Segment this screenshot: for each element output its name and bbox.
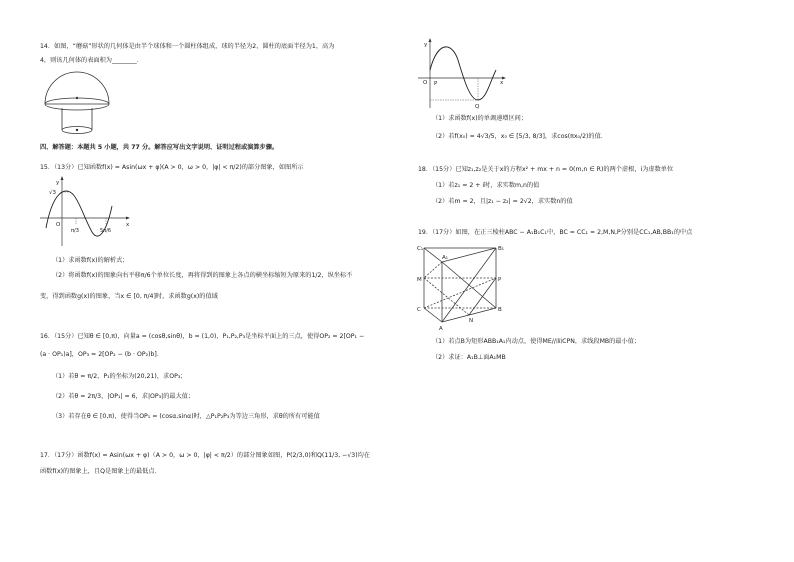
q17-origin: O xyxy=(423,80,428,86)
q17-line1: 17．（17分）函数f(x) = Asin(ωx + φ)（A > 0，ω > 0，|φ| < π/2）的部分图象如图，P(2/3,0)和Q(11/3, −√3)均在 xyxy=(40,452,370,459)
q14-line2: 4，则该几何体的表面积为________． xyxy=(40,57,143,64)
q15-part2a: （2）将函数f(x)的图象向右平移π/6个单位长度，再将得到的图象上各点的横坐标缩短为原来的1/2，纵坐标不 xyxy=(52,272,353,279)
q17-line2: 函数f(x)的图象上，且Q是图象上的最低点． xyxy=(40,468,161,475)
q19-label-b1: B₁ xyxy=(498,246,504,252)
q15-line1: 15．（13分）已知函数f(x) = Asin(ωx + φ)(A > 0，ω > 0，|φ| < π/2)的部分图象，如图所示 xyxy=(40,164,304,171)
q19-label-n: N xyxy=(469,318,474,324)
q17-y-label: y xyxy=(424,42,428,48)
q14-line1: 14．如图，“蘑菇”形状的几何体是由半个球体和一个圆柱体组成，球的半径为2，圆柱的底面半径为1，高为 xyxy=(40,43,335,50)
q19-part1: （1）若点B为矩形ABB₁A₁内动点，使得ME//面CPN，求线段MB的最小值； xyxy=(432,338,641,345)
q19-label-c1: C₁ xyxy=(417,246,424,252)
q17-part2: （2）若f(x₀) = 4√3/5，x₀ ∈ [5/3, 8/3]，求cos(πx₀/2)的值． xyxy=(432,133,607,140)
q19-label-p: P xyxy=(498,277,502,283)
q15-part2b: 变，得到函数g(x)的图象，当x ∈ [0, π/4]时，求函数g(x)的值域 xyxy=(40,293,218,300)
q15-x-label: x xyxy=(126,222,130,228)
q19-prism-figure xyxy=(412,242,512,334)
q14-mushroom-figure xyxy=(40,68,120,140)
q19-label-a1: A₁ xyxy=(442,255,448,261)
q16-part1: （1）若θ = π/2，P₁的坐标为(20,21)，求OP₃； xyxy=(52,373,187,380)
q15-ymax: √3 xyxy=(49,190,57,196)
q17-sine-curve xyxy=(430,47,496,100)
q17-graph xyxy=(418,38,518,110)
q15-tick2: 5π/6 xyxy=(100,228,112,234)
q15-tick1: π/3 xyxy=(71,228,79,234)
section4-heading: 四、解答题：本题共 5 小题，共 77 分。解答应写出文字说明、证明过程或演算步骤。 xyxy=(40,144,279,151)
q18-part2: （2）若m = 2，且|z₁ − z₂| = 2√2，求实数n的值 xyxy=(432,198,573,205)
q15-origin: O xyxy=(56,222,61,228)
q15-y-label: y xyxy=(56,180,60,186)
q17-x-label: x xyxy=(500,80,504,86)
q15-part1: （1）求函数f(x)的解析式； xyxy=(52,257,129,264)
q19-label-m: M xyxy=(417,277,422,283)
q19-part2: （2）求证：A₁B⊥面A₁MB xyxy=(432,354,506,361)
q17-p-label: P xyxy=(434,81,438,87)
q17-part1: （1）求函数f(x)的单调递增区间； xyxy=(432,115,528,122)
q19-label-a: A xyxy=(439,326,443,332)
q19-label-b: B xyxy=(498,307,502,313)
q19-line1: 19．（17分）如图，在正三棱柱ABC − A₁B₁C₁中，BC = CC₁ = 2,M,N,P分别是CC₁,AB,BB₁的中点 xyxy=(418,229,693,236)
q16-line1: 16．（15分）已知θ ∈ [0,π)，向量a = (cosθ,sinθ)，b = (1,0)，P₁,P₂,P₃是坐标平面上的三点，使得OP₂ = 2[OP₁ − xyxy=(40,333,365,340)
q18-line1: 18．（15分）已知z₁,z₂是关于x的方程x² + mx + n = 0(m,n ∈ R)的两个虚根，i为虚数单位 xyxy=(418,166,674,173)
q17-q-label: Q xyxy=(475,104,480,110)
q15-graph xyxy=(40,176,130,246)
q18-part1: （1）若z₁ = 2 + i时，求实数m,n的值 xyxy=(432,182,540,189)
q16-line2: (a · OP₁)a]，OP₃ = 2[OP₂ − (b · OP₂)b]． xyxy=(40,351,164,358)
q16-part2: （2）若θ = 2π/3，|OP₁| = 6，求|OP₃|的最大值； xyxy=(52,393,195,400)
q16-part3: （3）若存在θ ∈ [0,π)，使得当OP₁ = (cosα,sinα)时，△P₁P₂P₃为等边三角形，求θ的所有可能值 xyxy=(52,413,320,420)
q19-label-c: C xyxy=(417,307,421,313)
